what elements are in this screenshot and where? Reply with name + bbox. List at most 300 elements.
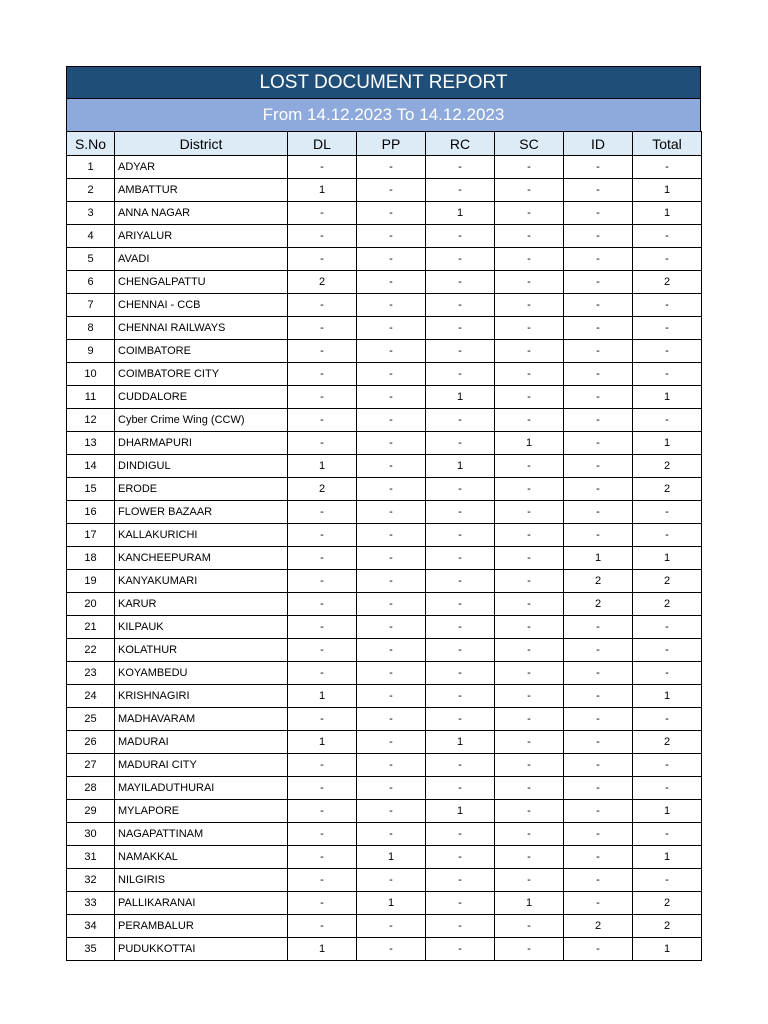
cell-district: KILPAUK	[115, 616, 288, 639]
table-row	[67, 524, 702, 547]
cell-dl: -	[288, 524, 357, 547]
cell-id: -	[564, 248, 633, 271]
cell-district: ANNA NAGAR	[115, 202, 288, 225]
cell-dl: 1	[288, 731, 357, 754]
cell-pp: -	[357, 616, 426, 639]
cell-sc: -	[495, 639, 564, 662]
cell-district: ADYAR	[115, 156, 288, 179]
cell-total: -	[633, 409, 702, 432]
cell-pp: -	[357, 938, 426, 961]
cell-rc: -	[426, 823, 495, 846]
cell-dl: -	[288, 202, 357, 225]
cell-total: 1	[633, 800, 702, 823]
cell-district: COIMBATORE CITY	[115, 363, 288, 386]
column-header-dl: DL	[288, 132, 357, 156]
cell-sc: -	[495, 708, 564, 731]
cell-dl: 2	[288, 271, 357, 294]
cell-district: NAMAKKAL	[115, 846, 288, 869]
cell-district: Cyber Crime Wing (CCW)	[115, 409, 288, 432]
cell-id: -	[564, 179, 633, 202]
cell-pp: -	[357, 202, 426, 225]
cell-id: -	[564, 409, 633, 432]
cell-s-no: 19	[67, 570, 115, 593]
cell-rc: -	[426, 501, 495, 524]
cell-rc: -	[426, 363, 495, 386]
cell-total: -	[633, 248, 702, 271]
cell-district: KRISHNAGIRI	[115, 685, 288, 708]
cell-total: 1	[633, 432, 702, 455]
table-row	[67, 317, 702, 340]
cell-id: -	[564, 340, 633, 363]
cell-rc: -	[426, 915, 495, 938]
cell-s-no: 24	[67, 685, 115, 708]
cell-pp: 1	[357, 846, 426, 869]
cell-s-no: 9	[67, 340, 115, 363]
table-row	[67, 340, 702, 363]
table-row	[67, 202, 702, 225]
cell-rc: -	[426, 754, 495, 777]
cell-pp: -	[357, 478, 426, 501]
cell-district: DINDIGUL	[115, 455, 288, 478]
cell-total: -	[633, 777, 702, 800]
table-row	[67, 754, 702, 777]
cell-total: -	[633, 823, 702, 846]
cell-district: AMBATTUR	[115, 179, 288, 202]
cell-pp: -	[357, 708, 426, 731]
cell-pp: -	[357, 800, 426, 823]
cell-id: -	[564, 777, 633, 800]
cell-rc: -	[426, 340, 495, 363]
cell-dl: -	[288, 340, 357, 363]
cell-id: -	[564, 685, 633, 708]
cell-sc: -	[495, 570, 564, 593]
cell-pp: -	[357, 593, 426, 616]
cell-rc: 1	[426, 731, 495, 754]
cell-id: -	[564, 317, 633, 340]
cell-rc: -	[426, 570, 495, 593]
cell-total: -	[633, 317, 702, 340]
cell-rc: -	[426, 892, 495, 915]
column-header-id: ID	[564, 132, 633, 156]
column-header-total: Total	[633, 132, 702, 156]
cell-rc: -	[426, 869, 495, 892]
cell-dl: -	[288, 363, 357, 386]
cell-total: -	[633, 869, 702, 892]
cell-dl: 1	[288, 455, 357, 478]
cell-district: MADURAI	[115, 731, 288, 754]
cell-id: -	[564, 731, 633, 754]
cell-sc: -	[495, 271, 564, 294]
cell-id: -	[564, 639, 633, 662]
cell-id: -	[564, 869, 633, 892]
cell-id: 2	[564, 570, 633, 593]
cell-dl: -	[288, 432, 357, 455]
cell-rc: -	[426, 524, 495, 547]
cell-s-no: 26	[67, 731, 115, 754]
cell-dl: -	[288, 754, 357, 777]
table-body	[67, 156, 702, 961]
cell-total: 2	[633, 731, 702, 754]
column-header-s-no: S.No	[67, 132, 115, 156]
cell-s-no: 6	[67, 271, 115, 294]
cell-id: -	[564, 524, 633, 547]
cell-pp: -	[357, 731, 426, 754]
cell-s-no: 31	[67, 846, 115, 869]
cell-total: -	[633, 662, 702, 685]
cell-dl: -	[288, 317, 357, 340]
cell-total: 1	[633, 179, 702, 202]
cell-s-no: 23	[67, 662, 115, 685]
cell-pp: -	[357, 340, 426, 363]
cell-rc: -	[426, 708, 495, 731]
table-row	[67, 156, 702, 179]
cell-district: KALLAKURICHI	[115, 524, 288, 547]
cell-dl: -	[288, 570, 357, 593]
table-row	[67, 478, 702, 501]
cell-dl: -	[288, 593, 357, 616]
table-row	[67, 593, 702, 616]
cell-sc: 1	[495, 432, 564, 455]
cell-total: -	[633, 225, 702, 248]
cell-id: -	[564, 363, 633, 386]
cell-district: PERAMBALUR	[115, 915, 288, 938]
cell-pp: -	[357, 869, 426, 892]
cell-rc: -	[426, 662, 495, 685]
cell-total: 1	[633, 386, 702, 409]
cell-dl: 2	[288, 478, 357, 501]
cell-dl: -	[288, 225, 357, 248]
cell-district: KANCHEEPURAM	[115, 547, 288, 570]
cell-total: 2	[633, 478, 702, 501]
cell-s-no: 21	[67, 616, 115, 639]
cell-id: -	[564, 708, 633, 731]
table-row	[67, 432, 702, 455]
cell-dl: 1	[288, 179, 357, 202]
cell-sc: 1	[495, 892, 564, 915]
cell-district: CHENGALPATTU	[115, 271, 288, 294]
cell-sc: -	[495, 363, 564, 386]
cell-district: CUDDALORE	[115, 386, 288, 409]
cell-sc: -	[495, 179, 564, 202]
cell-dl: -	[288, 248, 357, 271]
cell-s-no: 8	[67, 317, 115, 340]
cell-pp: -	[357, 225, 426, 248]
cell-total: 1	[633, 202, 702, 225]
cell-dl: -	[288, 708, 357, 731]
cell-district: PUDUKKOTTAI	[115, 938, 288, 961]
cell-id: -	[564, 202, 633, 225]
table-row	[67, 823, 702, 846]
cell-district: ARIYALUR	[115, 225, 288, 248]
cell-s-no: 27	[67, 754, 115, 777]
cell-pp: -	[357, 432, 426, 455]
cell-sc: -	[495, 478, 564, 501]
column-header-rc: RC	[426, 132, 495, 156]
cell-s-no: 18	[67, 547, 115, 570]
cell-rc: -	[426, 639, 495, 662]
cell-id: 2	[564, 915, 633, 938]
cell-rc: -	[426, 294, 495, 317]
cell-sc: -	[495, 754, 564, 777]
cell-total: 2	[633, 892, 702, 915]
cell-id: -	[564, 823, 633, 846]
cell-pp: -	[357, 524, 426, 547]
cell-total: 1	[633, 547, 702, 570]
cell-sc: -	[495, 248, 564, 271]
cell-district: NAGAPATTINAM	[115, 823, 288, 846]
cell-district: FLOWER BAZAAR	[115, 501, 288, 524]
cell-sc: -	[495, 501, 564, 524]
table-row	[67, 386, 702, 409]
cell-district: MADURAI CITY	[115, 754, 288, 777]
cell-dl: -	[288, 915, 357, 938]
cell-total: -	[633, 156, 702, 179]
cell-rc: -	[426, 593, 495, 616]
cell-district: PALLIKARANAI	[115, 892, 288, 915]
table-row	[67, 892, 702, 915]
cell-sc: -	[495, 823, 564, 846]
cell-rc: -	[426, 317, 495, 340]
cell-s-no: 11	[67, 386, 115, 409]
cell-total: 1	[633, 846, 702, 869]
cell-rc: 1	[426, 386, 495, 409]
column-header-district: District	[115, 132, 288, 156]
cell-total: -	[633, 616, 702, 639]
cell-dl: -	[288, 386, 357, 409]
cell-district: CHENNAI RAILWAYS	[115, 317, 288, 340]
cell-s-no: 12	[67, 409, 115, 432]
column-header-pp: PP	[357, 132, 426, 156]
table-row	[67, 938, 702, 961]
cell-rc: -	[426, 547, 495, 570]
table-row	[67, 294, 702, 317]
cell-total: -	[633, 754, 702, 777]
cell-total: -	[633, 524, 702, 547]
cell-pp: -	[357, 409, 426, 432]
cell-rc: -	[426, 616, 495, 639]
cell-s-no: 33	[67, 892, 115, 915]
cell-total: -	[633, 363, 702, 386]
table-row	[67, 915, 702, 938]
cell-district: AVADI	[115, 248, 288, 271]
cell-rc: -	[426, 777, 495, 800]
cell-rc: -	[426, 409, 495, 432]
table-row	[67, 409, 702, 432]
cell-sc: -	[495, 317, 564, 340]
cell-sc: -	[495, 524, 564, 547]
cell-sc: -	[495, 685, 564, 708]
cell-rc: -	[426, 248, 495, 271]
cell-district: COIMBATORE	[115, 340, 288, 363]
cell-total: 2	[633, 455, 702, 478]
cell-sc: -	[495, 846, 564, 869]
cell-pp: -	[357, 156, 426, 179]
cell-id: -	[564, 616, 633, 639]
cell-sc: -	[495, 340, 564, 363]
cell-rc: 1	[426, 202, 495, 225]
lost-document-report	[66, 66, 701, 961]
cell-id: -	[564, 754, 633, 777]
cell-total: -	[633, 639, 702, 662]
report-date-range: From 14.12.2023 To 14.12.2023	[66, 98, 701, 131]
cell-sc: -	[495, 547, 564, 570]
cell-id: -	[564, 800, 633, 823]
cell-id: -	[564, 271, 633, 294]
cell-s-no: 7	[67, 294, 115, 317]
cell-sc: -	[495, 777, 564, 800]
cell-total: -	[633, 501, 702, 524]
cell-total: 2	[633, 271, 702, 294]
cell-sc: -	[495, 869, 564, 892]
cell-sc: -	[495, 731, 564, 754]
cell-dl: -	[288, 156, 357, 179]
cell-s-no: 16	[67, 501, 115, 524]
cell-district: KANYAKUMARI	[115, 570, 288, 593]
cell-id: -	[564, 662, 633, 685]
cell-rc: -	[426, 846, 495, 869]
table-row	[67, 570, 702, 593]
cell-dl: -	[288, 777, 357, 800]
cell-sc: -	[495, 938, 564, 961]
cell-dl: 1	[288, 685, 357, 708]
cell-total: 1	[633, 685, 702, 708]
cell-s-no: 20	[67, 593, 115, 616]
cell-id: 2	[564, 593, 633, 616]
cell-district: NILGIRIS	[115, 869, 288, 892]
cell-dl: -	[288, 892, 357, 915]
cell-id: 1	[564, 547, 633, 570]
cell-sc: -	[495, 225, 564, 248]
cell-pp: -	[357, 455, 426, 478]
table-row	[67, 547, 702, 570]
cell-dl: -	[288, 823, 357, 846]
cell-total: -	[633, 708, 702, 731]
cell-rc: -	[426, 432, 495, 455]
cell-pp: -	[357, 317, 426, 340]
table-row	[67, 179, 702, 202]
cell-sc: -	[495, 915, 564, 938]
table-row	[67, 800, 702, 823]
cell-s-no: 10	[67, 363, 115, 386]
cell-pp: -	[357, 639, 426, 662]
cell-rc: -	[426, 156, 495, 179]
cell-pp: -	[357, 363, 426, 386]
column-header-sc: SC	[495, 132, 564, 156]
cell-s-no: 2	[67, 179, 115, 202]
cell-s-no: 13	[67, 432, 115, 455]
cell-pp: -	[357, 248, 426, 271]
cell-rc: -	[426, 685, 495, 708]
table-row	[67, 869, 702, 892]
cell-total: 2	[633, 915, 702, 938]
cell-pp: -	[357, 386, 426, 409]
cell-id: -	[564, 938, 633, 961]
cell-rc: 1	[426, 800, 495, 823]
cell-s-no: 1	[67, 156, 115, 179]
cell-id: -	[564, 478, 633, 501]
cell-district: CHENNAI - CCB	[115, 294, 288, 317]
cell-pp: -	[357, 662, 426, 685]
table-row	[67, 731, 702, 754]
cell-dl: -	[288, 846, 357, 869]
cell-pp: -	[357, 754, 426, 777]
cell-pp: 1	[357, 892, 426, 915]
cell-sc: -	[495, 800, 564, 823]
cell-s-no: 25	[67, 708, 115, 731]
cell-district: KARUR	[115, 593, 288, 616]
cell-district: ERODE	[115, 478, 288, 501]
cell-dl: -	[288, 501, 357, 524]
cell-sc: -	[495, 455, 564, 478]
cell-district: MADHAVARAM	[115, 708, 288, 731]
cell-id: -	[564, 294, 633, 317]
cell-id: -	[564, 156, 633, 179]
cell-rc: -	[426, 225, 495, 248]
cell-pp: -	[357, 179, 426, 202]
cell-id: -	[564, 455, 633, 478]
table-row	[67, 639, 702, 662]
cell-rc: -	[426, 271, 495, 294]
cell-sc: -	[495, 593, 564, 616]
cell-s-no: 22	[67, 639, 115, 662]
cell-total: -	[633, 340, 702, 363]
cell-district: DHARMAPURI	[115, 432, 288, 455]
table-row	[67, 363, 702, 386]
cell-s-no: 14	[67, 455, 115, 478]
cell-pp: -	[357, 547, 426, 570]
cell-pp: -	[357, 823, 426, 846]
cell-id: -	[564, 432, 633, 455]
cell-rc: -	[426, 938, 495, 961]
cell-total: 1	[633, 938, 702, 961]
cell-dl: -	[288, 639, 357, 662]
cell-rc: 1	[426, 455, 495, 478]
cell-total: 2	[633, 593, 702, 616]
cell-pp: -	[357, 685, 426, 708]
cell-district: MAYILADUTHURAI	[115, 777, 288, 800]
table-row	[67, 248, 702, 271]
cell-id: -	[564, 386, 633, 409]
cell-dl: -	[288, 294, 357, 317]
table-row	[67, 616, 702, 639]
cell-dl: -	[288, 616, 357, 639]
table-row	[67, 271, 702, 294]
cell-sc: -	[495, 202, 564, 225]
cell-sc: -	[495, 662, 564, 685]
cell-dl: -	[288, 869, 357, 892]
cell-s-no: 28	[67, 777, 115, 800]
cell-pp: -	[357, 271, 426, 294]
cell-pp: -	[357, 570, 426, 593]
cell-sc: -	[495, 386, 564, 409]
cell-district: KOYAMBEDU	[115, 662, 288, 685]
cell-s-no: 34	[67, 915, 115, 938]
cell-sc: -	[495, 156, 564, 179]
table-row	[67, 662, 702, 685]
cell-s-no: 4	[67, 225, 115, 248]
table-header-row	[67, 132, 702, 156]
cell-total: -	[633, 294, 702, 317]
cell-s-no: 3	[67, 202, 115, 225]
cell-s-no: 17	[67, 524, 115, 547]
table-row	[67, 708, 702, 731]
cell-id: -	[564, 225, 633, 248]
cell-sc: -	[495, 409, 564, 432]
table-row	[67, 685, 702, 708]
cell-dl: -	[288, 409, 357, 432]
cell-pp: -	[357, 915, 426, 938]
cell-pp: -	[357, 294, 426, 317]
